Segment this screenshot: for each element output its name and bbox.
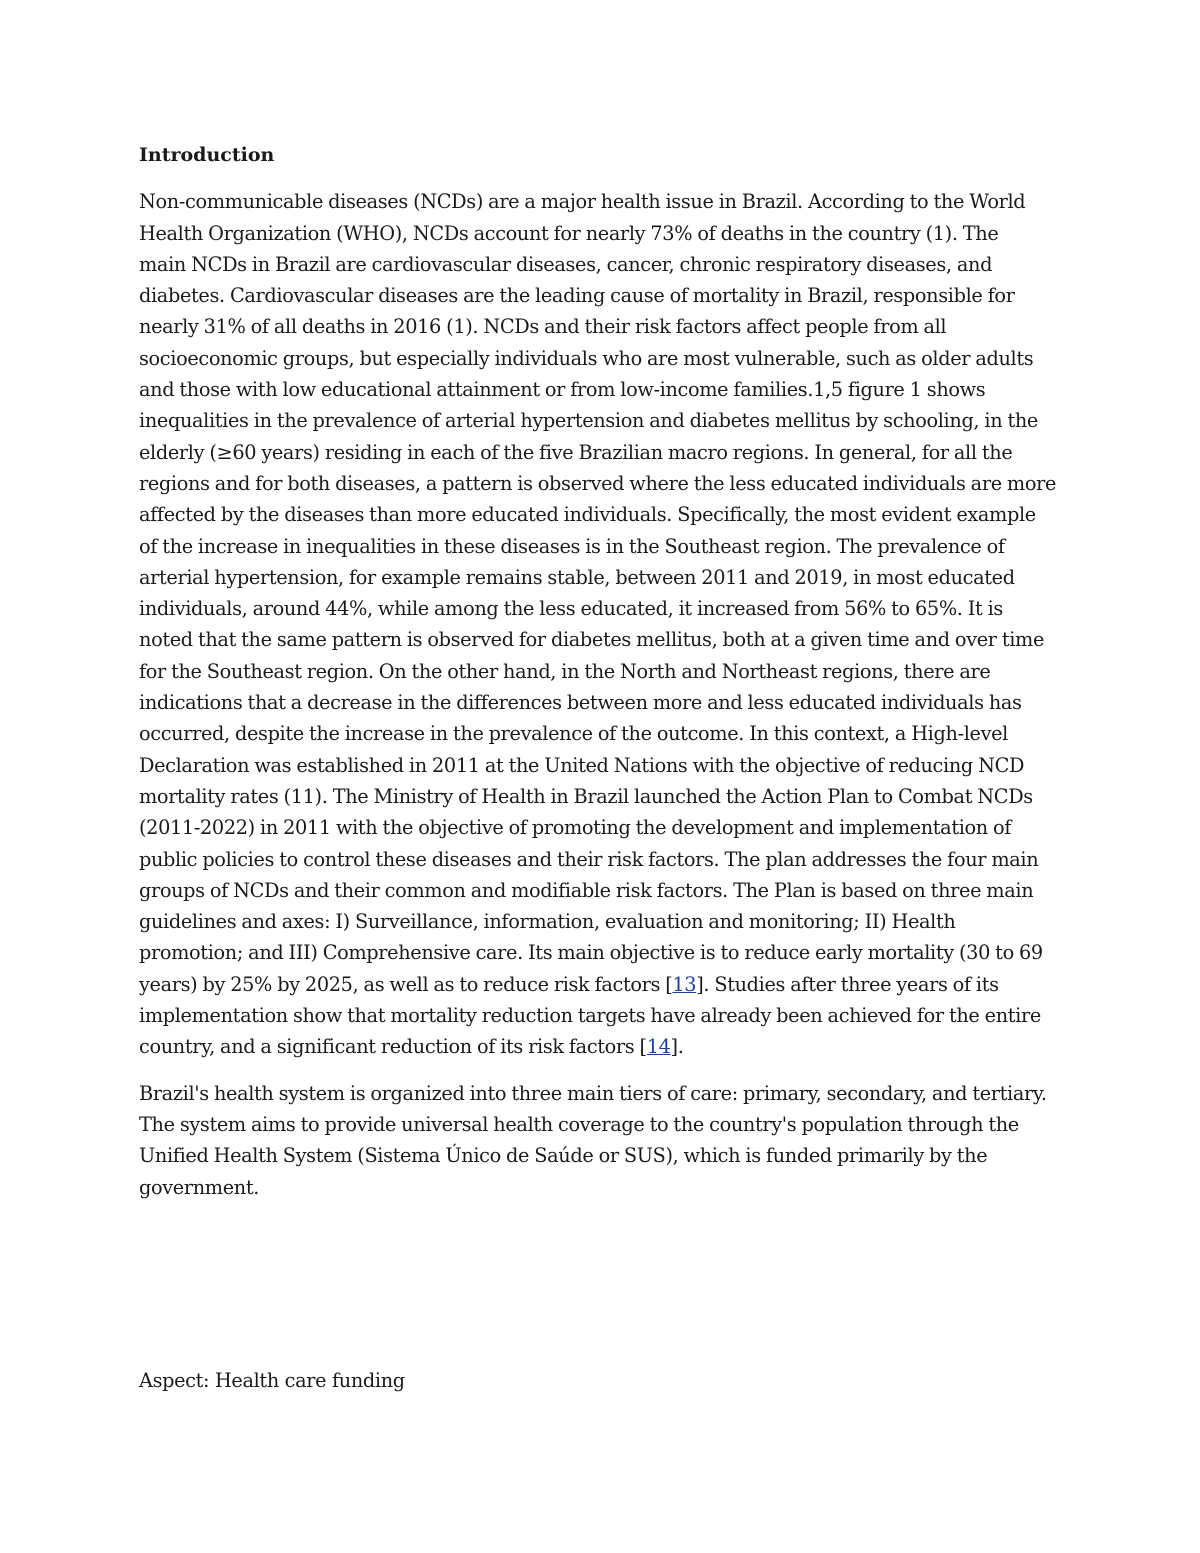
text-line: mortality rates (11). The Ministry of Health in Brazil launched the Action Plan to Combat NCDs xyxy=(139,784,1033,808)
text-line: government. xyxy=(139,1175,260,1199)
text-line: Brazil's health system is organized into three main tiers of care: primary, secondary, and tertiary. xyxy=(139,1081,1047,1105)
text-line: public policies to control these diseases and their risk factors. The plan addresses the four main xyxy=(139,847,1039,871)
text-line-with-reference-14 xyxy=(139,1031,1059,1062)
text-line: arterial hypertension, for example remains stable, between 2011 and 2019, in most educated xyxy=(139,565,1015,589)
text-line: individuals, around 44%, while among the less educated, it increased from 56% to 65%. It is xyxy=(139,597,1003,621)
text-segment: years) by 25% by 2025, as well as to reduce risk factors [ xyxy=(139,972,673,996)
text-line: (2011-2022) in 2011 with the objective of promoting the development and implementation of xyxy=(139,816,1012,840)
text-line: occurred, despite the increase in the prevalence of the outcome. In this context, a High-level xyxy=(139,722,1008,746)
text-line: Health Organization (WHO), NCDs account for nearly 73% of deaths in the country (1). The xyxy=(139,221,999,245)
text-line-with-reference-13 xyxy=(139,969,1059,1000)
text-line: diabetes. Cardiovascular diseases are the leading cause of mortality in Brazil, responsible for xyxy=(139,284,1015,308)
document-page xyxy=(139,140,1059,1218)
text-line: noted that the same pattern is observed for diabetes mellitus, both at a given time and over time xyxy=(139,628,1045,652)
paragraph-health-system xyxy=(139,1078,1059,1203)
text-line: implementation show that mortality reduction targets have already been achieved for the entire xyxy=(139,1004,1041,1028)
reference-link-13[interactable]: 13 xyxy=(672,972,697,996)
text-line: Non-communicable diseases (NCDs) are a major health issue in Brazil. According to the World xyxy=(139,190,1026,214)
text-line: main NCDs in Brazil are cardiovascular diseases, cancer, chronic respiratory diseases, and xyxy=(139,252,993,276)
text-segment: country, and a significant reduction of its risk factors [ xyxy=(139,1035,647,1059)
paragraph-introduction xyxy=(139,186,1059,1062)
aspect-line: Aspect: Health care funding xyxy=(139,1369,405,1392)
text-line: for the Southeast region. On the other hand, in the North and Northeast regions, there are xyxy=(139,659,991,683)
text-line: Declaration was established in 2011 at the United Nations with the objective of reducing NCD xyxy=(139,753,1025,777)
text-line: The system aims to provide universal health coverage to the country's population through the xyxy=(139,1112,1019,1136)
section-heading: Introduction xyxy=(139,144,275,166)
text-line: Unified Health System (Sistema Único de Saúde or SUS), which is funded primarily by the xyxy=(139,1144,988,1168)
text-line: affected by the diseases than more educated individuals. Specifically, the most evident example xyxy=(139,503,1036,527)
text-line: promotion; and III) Comprehensive care. Its main objective is to reduce early mortality (30 to 69 xyxy=(139,941,1043,965)
text-line: indications that a decrease in the differences between more and less educated individuals has xyxy=(139,691,1022,715)
text-segment: ]. xyxy=(670,1035,684,1059)
text-line: groups of NCDs and their common and modifiable risk factors. The Plan is based on three main xyxy=(139,878,1034,902)
text-segment: ]. Studies after three years of its xyxy=(696,972,999,996)
text-line: of the increase in inequalities in these diseases is in the Southeast region. The prevalence of xyxy=(139,534,1005,558)
text-line: regions and for both diseases, a pattern is observed where the less educated individuals are more xyxy=(139,471,1057,495)
text-line: nearly 31% of all deaths in 2016 (1). NCDs and their risk factors affect people from all xyxy=(139,315,947,339)
text-line: and those with low educational attainment or from low-income families.1,5 figure 1 shows xyxy=(139,378,986,402)
text-line: elderly (≥60 years) residing in each of the five Brazilian macro regions. In general, for all the xyxy=(139,440,1013,464)
reference-link-14[interactable]: 14 xyxy=(646,1035,671,1059)
text-line: inequalities in the prevalence of arterial hypertension and diabetes mellitus by schooling, in the xyxy=(139,409,1038,433)
text-line: guidelines and axes: I) Surveillance, information, evaluation and monitoring; II) Health xyxy=(139,910,956,934)
text-line: socioeconomic groups, but especially individuals who are most vulnerable, such as older adults xyxy=(139,346,1034,370)
